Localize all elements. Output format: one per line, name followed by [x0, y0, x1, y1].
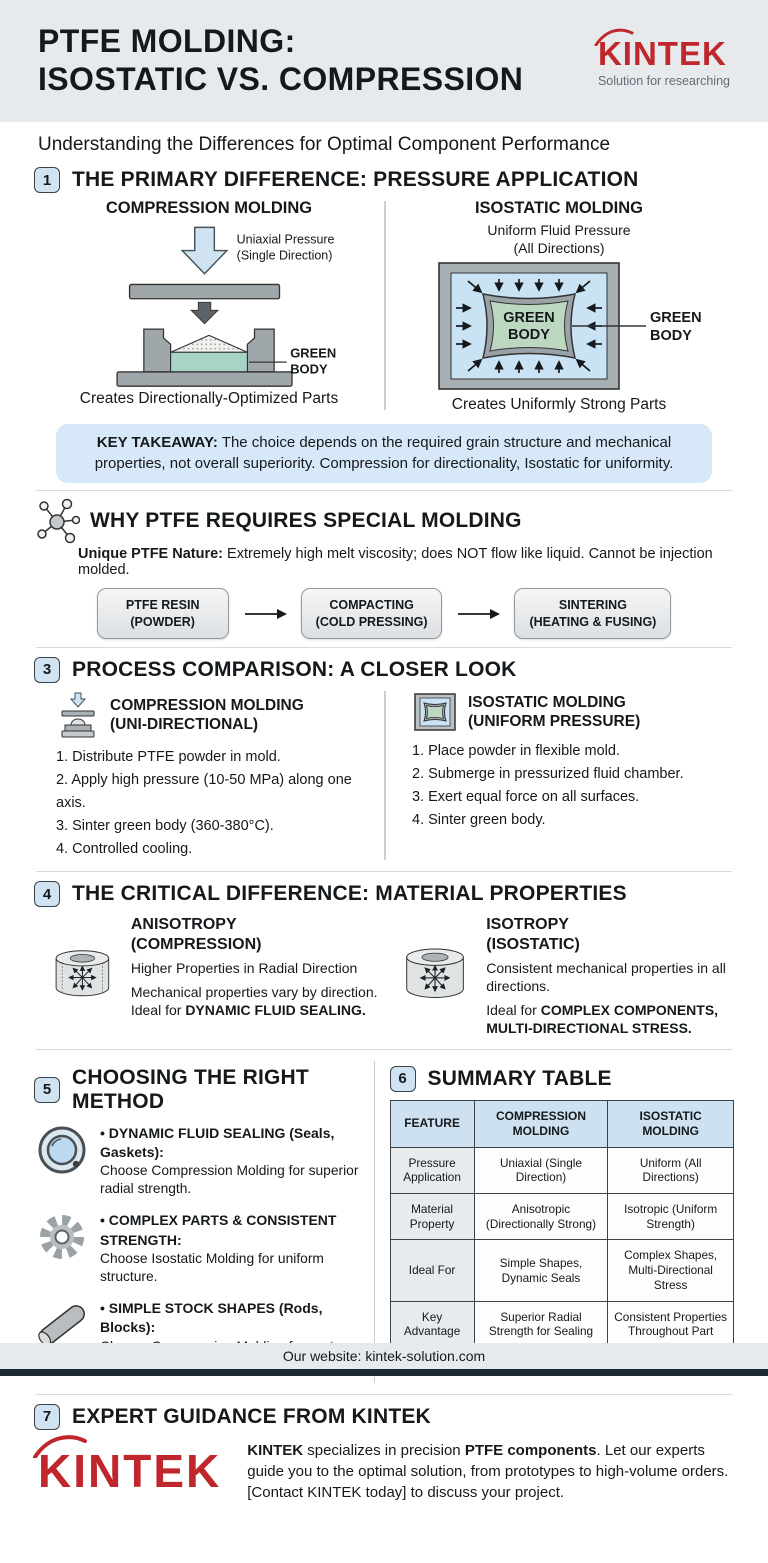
section-5-title: CHOOSING THE RIGHT METHOD: [72, 1065, 309, 1113]
section-divider: [36, 490, 732, 491]
flow-step-sintering: [514, 588, 671, 639]
choice-title-text: COMPLEX PARTS & CONSISTENT STRENGTH:: [100, 1212, 337, 1248]
section-7-content: [34, 1434, 734, 1503]
gear-icon: [34, 1211, 90, 1263]
paragraph-bold: KINTEK: [247, 1441, 304, 1459]
anisotropy-title: [131, 915, 380, 953]
isotropy-text: [486, 915, 730, 1037]
section-1-title: THE PRIMARY DIFFERENCE: PRESSURE APPLICATION: [72, 168, 639, 191]
section-4-header: [34, 881, 734, 907]
cell-compression: Simple Shapes, Dynamic Seals: [474, 1240, 608, 1301]
flow-step-ptfe-resin: [97, 588, 229, 639]
paragraph-text: . Let our experts guide you to the optimal solution, from prototypes to high-volume orders. [Contact KINTEK today] to discuss your project.: [247, 1441, 729, 1501]
title-line2: (UNIFORM PRESSURE): [468, 712, 641, 730]
bottom-dark-bar: [0, 1369, 768, 1376]
section-number-badge: 5: [34, 1077, 60, 1103]
kintek-logo-text: KINTEK: [597, 34, 727, 72]
step: 3. Exert equal force on all surfaces.: [412, 788, 640, 805]
footer: [0, 1343, 768, 1376]
bullet: •: [100, 1300, 105, 1317]
flow-step-line2: (COLD PRESSING): [315, 614, 428, 629]
compression-process-title: [110, 696, 304, 735]
compression-caption: Creates Directionally-Optimized Parts: [79, 390, 339, 407]
section-divider: [36, 1394, 732, 1395]
cell-feature: Key Advantage: [390, 1301, 474, 1347]
step: 4. Sinter green body.: [412, 811, 546, 828]
section-number-badge: 3: [34, 657, 60, 683]
cell-isostatic: Isotropic (Uniform Strength): [608, 1194, 734, 1240]
isostatic-chamber-diagram: [394, 260, 724, 394]
small-press-arrow-icon: [191, 302, 218, 323]
kintek-tagline: Solution for researching: [597, 73, 730, 88]
step: 1. Place powder in flexible mold.: [412, 742, 620, 759]
flow-arrow-icon: [456, 607, 500, 621]
section-number-badge: 7: [34, 1404, 60, 1430]
section-3-columns: [34, 687, 734, 865]
cell-compression: Uniaxial (Single Direction): [474, 1147, 608, 1193]
note-bold: COMPLEX COMPONENTS, MULTI-DIRECTIONAL STRESS.: [486, 1002, 719, 1037]
pillow-text-line1: GREEN: [503, 310, 555, 326]
section-6-title: SUMMARY TABLE: [427, 1066, 612, 1090]
isostatic-process-column: [384, 687, 734, 865]
table-header-row: [390, 1100, 734, 1147]
choice-body-text: Choose Compression Molding for superior radial strength.: [100, 1162, 359, 1197]
flow-step-line2: (HEATING & FUSING): [529, 614, 657, 629]
cell-feature: Ideal For: [390, 1240, 474, 1301]
uniaxial-pressure-arrow-icon: [182, 227, 227, 273]
compression-column: [34, 197, 384, 414]
kintek-logo-text: KINTEK: [38, 1445, 222, 1498]
page-title-line2: ISOSTATIC VS. COMPRESSION: [38, 61, 524, 97]
table-row: [390, 1240, 734, 1301]
compression-process-column: [34, 687, 384, 865]
isostatic-column: [384, 197, 734, 414]
isotropy-note: [486, 1001, 730, 1037]
flow-step-compacting: [301, 588, 443, 639]
uniform-pressure-label: [487, 222, 630, 257]
uniform-pressure-label-line1: Uniform Fluid Pressure: [487, 222, 631, 238]
key-takeaway-box: [56, 424, 712, 483]
press-base: [117, 372, 292, 386]
section-1-columns: [34, 197, 734, 414]
isostatic-pillow-icon: [412, 691, 458, 733]
isotropy-title: [486, 915, 730, 953]
kintek-logo: [598, 35, 730, 88]
key-takeaway-text: The choice depends on the required grain structure and mechanical properties, not overall superiority. Compression for directionality, Isostatic for uniformity.: [94, 434, 674, 472]
col-header-isostatic: ISOSTATIC MOLDING: [608, 1100, 734, 1147]
anisotropy-note: [131, 983, 380, 1019]
paragraph-bold: PTFE components: [464, 1441, 597, 1459]
title-line1: ISOSTATIC MOLDING: [468, 693, 626, 711]
section-divider: [36, 1049, 732, 1050]
ptfe-nature-line: [78, 546, 734, 578]
section-4-columns: [34, 911, 734, 1041]
table-row: [390, 1194, 734, 1240]
key-takeaway-label: KEY TAKEAWAY:: [96, 434, 218, 451]
molecule-icon: [34, 498, 80, 544]
section-6-header: [390, 1066, 735, 1092]
flow-step-line2: (POWDER): [130, 614, 195, 629]
section-3-header: [34, 657, 734, 683]
mold-right-wall: [247, 329, 274, 372]
logo-swoosh-icon: [32, 1432, 88, 1458]
ptfe-powder-mound: [171, 335, 248, 352]
kintek-logo-wordmark: [38, 1444, 221, 1498]
choice-title-text: DYNAMIC FLUID SEALING (Seals, Gaskets):: [100, 1124, 335, 1160]
anisotropy-text: [131, 915, 380, 1037]
section-3-title: PROCESS COMPARISON: A CLOSER LOOK: [72, 657, 517, 681]
choice-text: [100, 1211, 362, 1286]
cell-feature: Material Property: [390, 1194, 474, 1240]
flow-step-line1: SINTERING: [558, 598, 627, 613]
step: 1. Distribute PTFE powder in mold.: [56, 748, 281, 765]
section-number-badge: 4: [34, 881, 60, 907]
website-band: [0, 1343, 768, 1369]
bullet: •: [100, 1212, 105, 1229]
green-body-label-line2: BODY: [650, 328, 692, 344]
compression-steps: [56, 746, 374, 861]
isostatic-steps: [412, 740, 684, 832]
section-divider: [36, 647, 732, 648]
step: 4. Controlled cooling.: [56, 840, 193, 857]
choice-dynamic-sealing: [34, 1124, 362, 1199]
bullet: •: [100, 1124, 105, 1141]
step: 2. Apply high pressure (10-50 MPa) along one axis.: [56, 771, 352, 811]
uniaxial-label-line2: (Single Direction): [236, 248, 333, 263]
choice-text: [100, 1124, 362, 1199]
choice-complex-parts: [34, 1211, 362, 1286]
column-divider: [384, 201, 386, 410]
section-3-process-comparison: [34, 657, 734, 865]
kintek-logo-wordmark: [598, 35, 727, 73]
isostatic-title: ISOSTATIC MOLDING: [474, 199, 644, 217]
section-1-pressure-application: [34, 167, 734, 483]
summary-table: [390, 1100, 735, 1349]
title-line2: (COMPRESSION): [130, 935, 262, 953]
logo-swoosh-icon: [594, 26, 634, 46]
section-5-choosing-method: [34, 1057, 374, 1387]
title-line1: COMPRESSION MOLDING: [110, 696, 304, 714]
page-title: [38, 23, 523, 99]
step: 2. Submerge in pressurized fluid chamber.: [412, 765, 684, 782]
flow-step-line1: COMPACTING: [329, 598, 414, 613]
green-body-label-line1: GREEN: [290, 345, 337, 361]
cell-isostatic: Complex Shapes, Multi-Directional Stress: [608, 1240, 734, 1301]
title-line2: (ISOSTATIC): [486, 935, 580, 953]
mold-left-wall: [144, 329, 171, 372]
green-body-label-line2: BODY: [290, 361, 328, 377]
pillow-text-line2: BODY: [508, 327, 550, 343]
isostatic-process-title: [468, 693, 640, 732]
section-7-title: EXPERT GUIDANCE FROM KINTEK: [72, 1404, 431, 1428]
uniform-pressure-label-line2: (All Directions): [513, 239, 605, 256]
column-divider: [374, 1061, 376, 1383]
column-divider: [384, 691, 386, 861]
uniaxial-label-line1: Uniaxial Pressure: [236, 232, 335, 247]
note-text: Mechanical properties vary by direction. Ideal for: [130, 983, 378, 1019]
isostatic-caption: Creates Uniformly Strong Parts: [451, 396, 667, 413]
green-body-layer: [171, 352, 248, 372]
green-body-label-line1: GREEN: [650, 310, 702, 326]
header-band: [0, 0, 768, 122]
paragraph-text: specializes in precision: [303, 1441, 465, 1459]
title-line1: ISOTROPY: [486, 916, 569, 934]
compression-process-header: [56, 691, 304, 739]
section-number-badge: 6: [390, 1066, 416, 1092]
press-icon: [56, 691, 100, 739]
anisotropy-block: [34, 911, 384, 1041]
choice-title-text: SIMPLE STOCK SHAPES (Rods, Blocks):: [100, 1300, 323, 1336]
process-flow: [34, 588, 734, 639]
anisotropy-cylinder-diagram: [48, 915, 119, 1031]
section-number-badge: 1: [34, 167, 60, 193]
cell-isostatic: Uniform (All Directions): [608, 1147, 734, 1193]
ptfe-nature-text: Extremely high melt viscosity; does NOT flow like liquid. Cannot be injection molded.: [78, 546, 713, 579]
website-note: Our website: kintek-solution.com: [282, 1348, 486, 1364]
section-divider: [36, 871, 732, 872]
isotropy-subtitle: Consistent mechanical properties in all directions.: [486, 959, 726, 994]
compression-title: COMPRESSION MOLDING: [105, 199, 313, 217]
isotropy-block: [384, 911, 734, 1041]
choice-body-text: Choose Isostatic Molding for uniform structure.: [100, 1250, 324, 1284]
compression-press-diagram: [44, 222, 374, 388]
section-2-why-special-molding: [34, 498, 734, 639]
kintek-logo-footer: [38, 1444, 221, 1498]
title-line2: (UNI-DIRECTIONAL): [110, 715, 259, 733]
section-5-header: [34, 1066, 362, 1114]
cell-compression: Superior Radial Strength for Sealing: [474, 1301, 608, 1347]
table-row: [390, 1301, 734, 1347]
page-title-line1: PTFE MOLDING:: [38, 23, 296, 60]
sections-5-6-row: [34, 1057, 734, 1387]
anisotropy-subtitle: Higher Properties in Radial Direction: [130, 959, 358, 976]
section-4-title: THE CRITICAL DIFFERENCE: MATERIAL PROPERTIES: [72, 882, 627, 906]
section-2-header: [34, 498, 734, 544]
flow-arrow-icon: [243, 607, 287, 621]
step: 3. Sinter green body (360-380°C).: [56, 817, 274, 834]
cell-feature: Pressure Application: [390, 1147, 474, 1193]
green-body-pillow: [490, 301, 568, 351]
seal-icon: [34, 1124, 90, 1176]
cell-compression: Anisotropic (Directionally Strong): [474, 1194, 608, 1240]
expert-guidance-paragraph: [247, 1440, 734, 1503]
flow-step-line1: PTFE RESIN: [125, 598, 200, 613]
section-1-header: [34, 167, 734, 193]
isostatic-process-header: [412, 691, 640, 733]
col-header-feature: FEATURE: [390, 1100, 474, 1147]
note-bold: DYNAMIC FLUID SEALING.: [185, 1002, 366, 1019]
section-7-expert-guidance: [34, 1404, 734, 1503]
table-row: [390, 1147, 734, 1193]
isotropy-cylinder-diagram: [398, 915, 474, 1031]
title-line1: ANISOTROPY: [130, 916, 237, 934]
note-text: Ideal for: [486, 1002, 541, 1019]
page-subtitle: Understanding the Differences for Optimal Component Performance: [38, 134, 611, 155]
section-2-title: WHY PTFE REQUIRES SPECIAL MOLDING: [90, 509, 522, 533]
cell-isostatic: Consistent Properties Throughout Part: [608, 1301, 734, 1347]
col-header-compression: COMPRESSION MOLDING: [474, 1100, 608, 1147]
section-6-summary-table: [374, 1057, 735, 1387]
section-4-material-properties: [34, 881, 734, 1041]
press-platen: [130, 284, 280, 298]
section-7-header: [34, 1404, 734, 1430]
ptfe-nature-label: Unique PTFE Nature:: [78, 546, 224, 563]
